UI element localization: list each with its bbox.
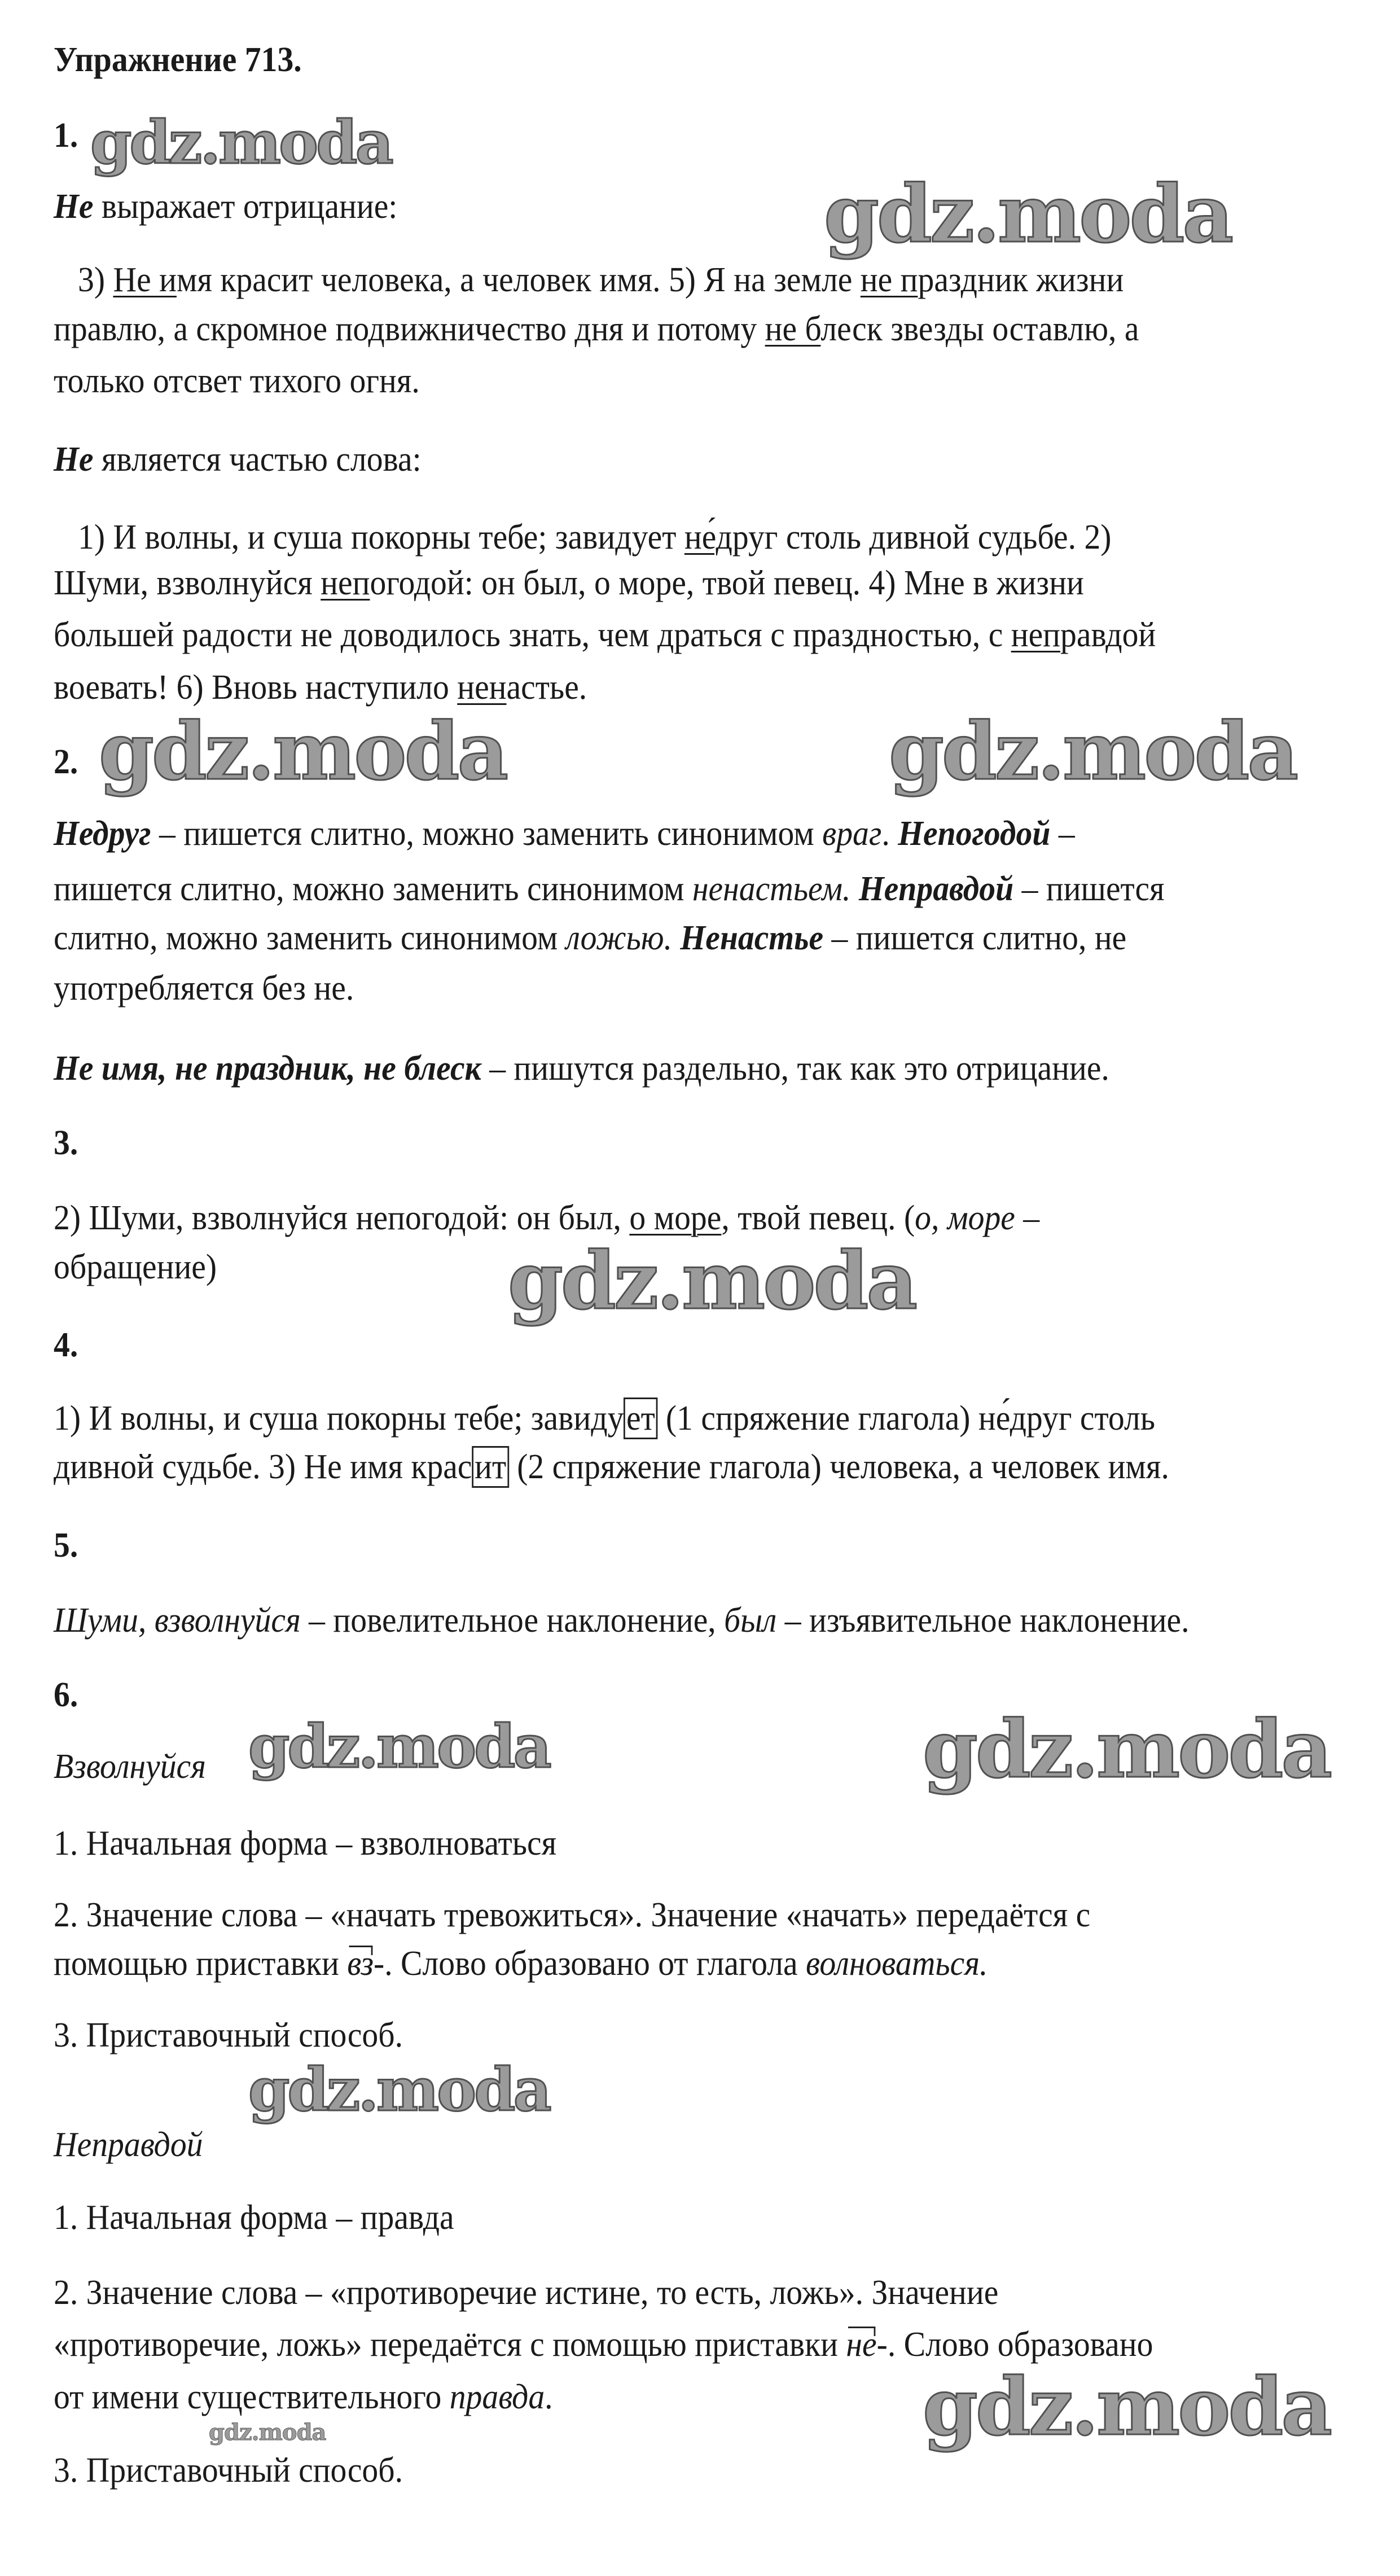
text-line [54,1525,78,1566]
text-segment: Шуми, взволнуйся [54,564,321,602]
text-segment: – пишется [1013,870,1165,908]
text-line [54,115,78,156]
text-segment: пишется слитно, можно заменить синонимом [54,870,692,908]
text-segment: ненастьем. [692,870,851,908]
text-segment: только отсвет тихого огня. [54,362,420,400]
text-line [54,186,397,227]
text-line [54,667,587,708]
watermark: gdz.moda [923,2361,1331,2454]
text-segment: -. Слово образовано [876,2325,1153,2364]
text-segment: 2. Значение слова – «противоречие истине, то есть, ложь». Значение [54,2273,999,2312]
boxed-ending: ет [624,1397,657,1439]
text-line [54,918,1126,958]
text-segment: 3. [54,1124,78,1162]
watermark: gdz.moda [248,1711,550,1781]
text-line [54,1398,1155,1439]
text-segment: 1) И волны, и суша покорны тебе; завидует [78,518,684,557]
text-line [54,615,1156,655]
text-segment: 3) [78,261,113,299]
text-segment: . [545,2378,553,2416]
text-segment: 5. [54,1526,78,1565]
text-segment: – повелительное наклонение, [300,1601,725,1640]
text-segment: . [881,814,898,853]
watermark: gdz.moda [508,1235,916,1328]
text-segment: о, море [915,1199,1015,1237]
text-segment: – пишется слитно, не [823,919,1127,957]
watermark: gdz.moda [248,2054,550,2124]
text-segment: помощью приставки [54,1944,348,1983]
text-line [54,2124,203,2165]
text-line [54,2272,998,2313]
text-line [54,2450,403,2491]
watermark: gdz.moda [209,2419,326,2446]
text-segment: правлю, а скромное подвижничество дня и потому [54,310,765,348]
watermark: gdz.moda [99,706,507,798]
exercise-title: Упражнение 713. [54,41,302,79]
text-segment: мя красит человека, а человек имя. 5) Я на земле [176,261,861,299]
text-line [54,1325,78,1365]
text-line [54,1823,556,1864]
text-line [54,1198,1039,1238]
text-line [54,1048,1109,1089]
text-segment: Неправдой [54,2126,203,2164]
text-segment: -. Слово образовано от глагола [374,1944,806,1983]
underlined-text: нен [457,668,507,707]
text-segment: раздник жизни [918,261,1124,299]
text-segment: 2. Значение слова – «начать тревожиться». Значение «начать» передаётся с [54,1896,1091,1934]
text-line [54,1600,1190,1641]
text-segment: выражает отрицание: [93,187,398,226]
text-segment: – пишутся раздельно, так как это отрицание. [481,1049,1109,1088]
text-line [54,1746,206,1787]
text-line [54,439,422,480]
text-line [54,1895,1090,1935]
text-segment: равдой [1060,616,1156,654]
prefix-mark: вз [347,1944,374,1983]
text-line [54,1943,988,1984]
text-segment: (1 спряжение глагола) не́друг столь [657,1399,1156,1438]
text-segment: правда [449,2378,545,2416]
text-segment: – [1050,814,1075,853]
text-line [54,2324,1153,2365]
text-segment: Взволнуйся [54,1747,206,1786]
text-segment: – изъявительное наклонение. [776,1601,1190,1640]
text-segment: 1. Начальная форма – взволноваться [54,1824,557,1863]
text-line [54,1447,1169,1487]
watermark: gdz.moda [923,1703,1331,1796]
boxed-ending: ит [472,1446,508,1488]
watermark: gdz.moda [824,168,1232,261]
text-segment: 4. [54,1326,78,1364]
text-segment: 3. Приставочный способ. [54,2016,403,2054]
text-segment: волноваться. [806,1944,988,1983]
text-segment: 3. Приставочный способ. [54,2451,403,2490]
text-line [54,869,1165,909]
text-segment: астье. [506,668,587,707]
text-segment: Ненастье [680,919,824,957]
text-line [54,813,1075,854]
text-segment: 2) Шуми, взволнуйся непогодой: он был, [54,1199,630,1237]
text-line [54,2015,403,2056]
underlined-text: неп [321,564,370,602]
text-line [78,260,1123,300]
underlined-text: не́д [684,518,732,557]
text-segment: (2 спряжение глагола) человека, а человек имя. [508,1448,1169,1486]
text-segment: «противоречие, ложь» передаётся с помощью приставки [54,2325,846,2364]
text-line [54,563,1084,603]
underlined-text: о море [629,1199,722,1237]
prefix-mark: не [846,2325,877,2364]
text-segment: огодой: он был, о море, твой певец. 4) Мне в жизни [370,564,1084,602]
text-line [54,1247,217,1287]
text-segment: Непогодой [898,814,1051,853]
text-segment: от имени существительного [54,2378,450,2416]
text-segment [850,870,858,908]
text-line [54,2377,553,2417]
text-line [54,309,1139,349]
text-segment: большей радости не доводилось знать, чем драться с праздностью, с [54,616,1011,654]
text-segment: Не имя, не праздник, не блеск [54,1049,481,1088]
underlined-text: неп [1011,616,1061,654]
text-segment: 1. Начальная форма – правда [54,2198,454,2237]
text-segment: враг [822,814,882,853]
text-segment: Неправдой [858,870,1014,908]
text-segment: 2. [54,743,78,781]
text-segment: Недруг [54,814,151,853]
text-segment: употребляется без не. [54,969,354,1007]
text-segment [672,919,680,957]
text-segment: дивной судьбе. 3) Не имя крас [54,1448,472,1486]
text-line [54,2197,454,2238]
text-segment: воевать! 6) Вновь наступило [54,668,458,707]
text-segment: Не [54,440,94,479]
text-line [54,742,78,782]
underlined-text: Не и [113,261,177,299]
text-segment: Шуми, взволнуйся [54,1601,301,1640]
text-segment: 1. [54,116,78,155]
text-segment: – пишется слитно, можно заменить синонимом [151,814,823,853]
text-segment: 6. [54,1676,78,1714]
text-line [78,517,1112,558]
text-line [54,1123,78,1163]
text-line [54,361,420,401]
text-line [54,1675,78,1715]
text-segment: обращение) [54,1248,217,1286]
underlined-text: не б [765,310,821,348]
watermark: gdz.moda [90,107,392,177]
text-line [54,968,354,1009]
watermark: gdz.moda [889,706,1297,798]
text-segment: руг столь дивной судьбе. 2) [732,518,1112,557]
text-segment: Не [54,187,94,226]
text-segment: слитно, можно заменить синонимом [54,919,566,957]
text-segment: ложью. [565,919,673,957]
text-segment: 1) И волны, и суша покорны тебе; завиду [54,1399,624,1438]
text-segment: леск звезды оставлю, а [820,310,1139,348]
text-segment: был [724,1601,777,1640]
text-segment: является частью слова: [93,440,422,479]
text-segment: , твой певец. ( [721,1199,915,1237]
underlined-text: не п [860,261,918,299]
text-segment: – [1015,1199,1040,1237]
